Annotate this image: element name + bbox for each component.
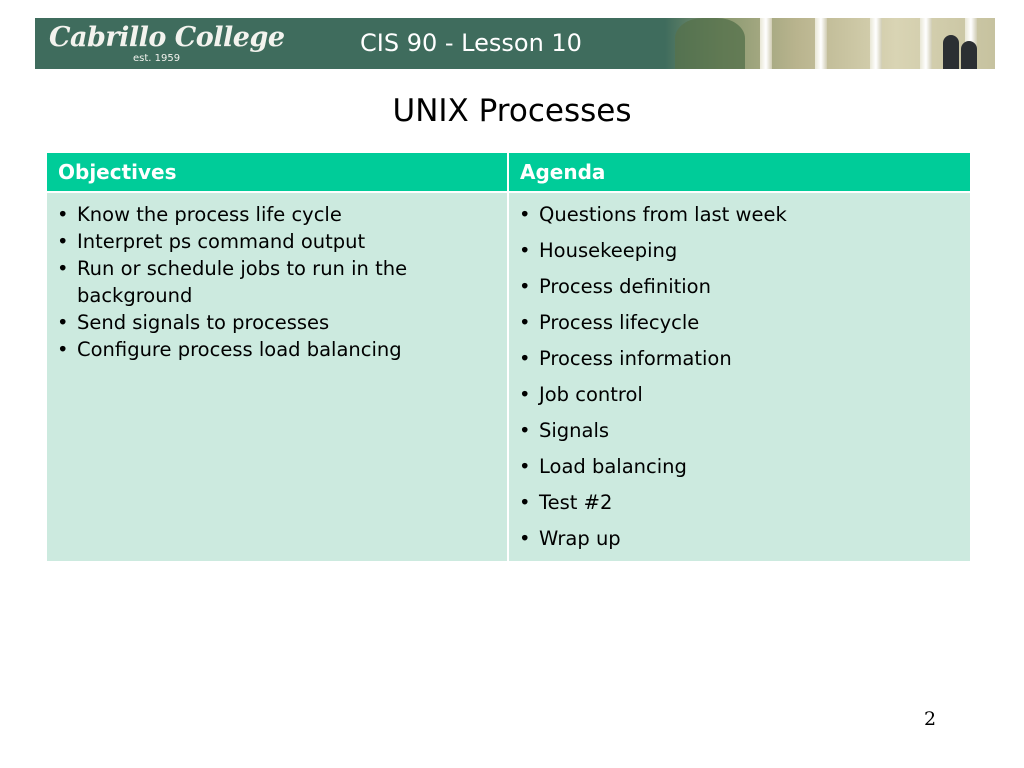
objectives-list <box>57 201 501 363</box>
bullet-icon: • <box>519 455 531 478</box>
column-shape <box>760 18 772 69</box>
logo-text: Cabrillo College <box>49 22 285 53</box>
bullet-icon: • <box>519 491 531 514</box>
bullet-icon: • <box>519 527 531 550</box>
bullet-icon: • <box>57 203 69 226</box>
bullet-icon: • <box>519 383 531 406</box>
logo-est: est. 1959 <box>133 53 181 64</box>
objectives-agenda-table <box>47 153 970 561</box>
list-item <box>519 309 964 336</box>
list-item <box>519 345 964 372</box>
list-item <box>519 201 964 228</box>
table-header-row <box>47 153 970 193</box>
list-item <box>57 228 501 255</box>
page-number: 2 <box>924 708 937 730</box>
objective-text: Send signals to processes <box>77 311 330 334</box>
agenda-text: Process lifecycle <box>539 311 700 334</box>
column-shape <box>870 18 882 69</box>
agenda-text: Load balancing <box>539 455 687 478</box>
agenda-text: Job control <box>539 383 643 406</box>
bullet-icon: • <box>57 311 69 334</box>
banner-photo <box>665 18 995 69</box>
header-banner <box>35 18 995 69</box>
bullet-icon: • <box>519 347 531 370</box>
column-shape <box>815 18 827 69</box>
agenda-list <box>519 201 964 552</box>
course-title: CIS 90 - Lesson 10 <box>360 29 582 57</box>
list-item <box>519 525 964 552</box>
objective-text: Know the process life cycle <box>77 203 342 226</box>
tree-shape <box>675 18 745 69</box>
agenda-cell <box>507 193 970 561</box>
list-item <box>519 417 964 444</box>
objective-text: Interpret ps command output <box>77 230 366 253</box>
objectives-header: Objectives <box>47 153 507 193</box>
list-item <box>57 255 501 309</box>
table-row <box>47 193 970 561</box>
agenda-text: Process definition <box>539 275 711 298</box>
list-item <box>519 489 964 516</box>
bullet-icon: • <box>519 311 531 334</box>
objectives-cell <box>47 193 507 561</box>
list-item <box>57 309 501 336</box>
bullet-icon: • <box>57 230 69 253</box>
bullet-icon: • <box>57 338 69 361</box>
person-figure <box>961 41 977 69</box>
agenda-text: Housekeeping <box>539 239 678 262</box>
agenda-text: Questions from last week <box>539 203 787 226</box>
objective-text: Configure process load balancing <box>77 338 402 361</box>
list-item <box>57 336 501 363</box>
slide-title: UNIX Processes <box>392 93 632 129</box>
list-item <box>519 453 964 480</box>
list-item <box>519 237 964 264</box>
bullet-icon: • <box>519 419 531 442</box>
column-shape <box>920 18 932 69</box>
agenda-header: Agenda <box>507 153 970 193</box>
person-figure <box>943 35 959 69</box>
agenda-text: Wrap up <box>539 527 621 550</box>
agenda-text: Process information <box>539 347 732 370</box>
bullet-icon: • <box>519 203 531 226</box>
list-item <box>519 273 964 300</box>
bullet-icon: • <box>519 275 531 298</box>
bullet-icon: • <box>519 239 531 262</box>
bullet-icon: • <box>57 257 69 280</box>
college-logo <box>49 20 285 68</box>
list-item <box>519 381 964 408</box>
list-item <box>57 201 501 228</box>
agenda-text: Test #2 <box>539 491 613 514</box>
agenda-text: Signals <box>539 419 610 442</box>
objective-text: Run or schedule jobs to run in the background <box>77 257 408 307</box>
